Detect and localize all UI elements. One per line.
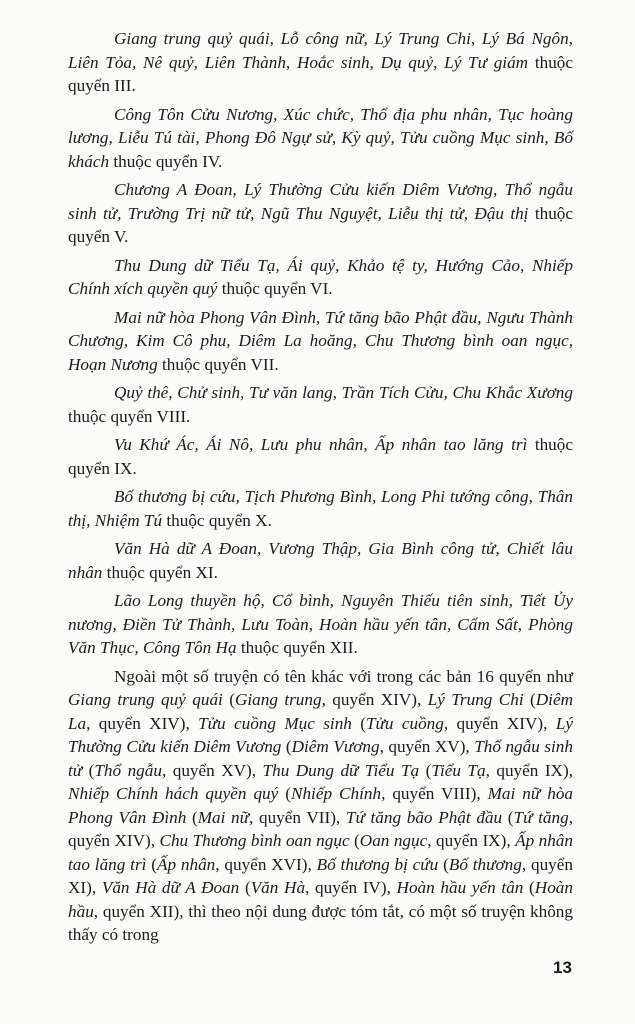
text-run: thuộc quyển VIII. [68,406,191,426]
text-run: ( [419,760,432,780]
story-title: Ấp nhân tao lăng trì [68,831,573,874]
story-title: Văn Hà dữ A Đoan, Vương Thập, Gia Bình công tử, Chiết lâu nhân [68,539,573,582]
story-title: Giang trung quỷ quái [68,690,223,709]
story-title: Văn Hà [250,878,306,897]
text-run: thuộc quyển VII. [157,354,279,374]
text-run: ( [239,878,251,897]
story-title: Diêm La [68,690,573,733]
story-title: Nhiếp Chính hách quyền quý [68,784,279,803]
text-run: , quyển IX), [485,760,573,780]
text-run: , quyển XIV), [68,807,573,850]
text-run: thuộc quyển XII. [236,638,358,657]
story-title: Giang trung [234,690,322,709]
text-run: thuộc quyển IX. [68,435,573,478]
text-run: , quyển XII), thì theo nội dung được tóm tắt, có một số truyện không thấy có trong [68,901,573,944]
text-run: ( [523,690,536,709]
paragraph [68,381,573,428]
paragraph [68,485,573,532]
text-run: Ngoài một số truyện có tên khác với trong các bản 16 quyển như [114,666,573,686]
story-title: Chương A Đoan, Lý Thường Cửu kiến Diêm Vương, Thổ ngẫu sinh tử, Trường Trị nữ tử, Ngũ Thu Nguyệt, Liễu thị tử, Đậu thị [68,180,573,223]
text-run: thuộc quyển XI. [102,562,218,582]
story-title: Công Tôn Cửu Nương, Xúc chức, Thổ địa phu nhân, Tục hoàng lương, Liễu Tú tài, Phong Đô Ngự sử, Kỳ quỷ, Tửu cuồng Mục sinh, Bố khách [68,104,573,171]
page-number: 13 [553,958,572,977]
story-title: Tứ tăng bão Phật đầu [345,807,503,827]
story-title: Ấp nhân [156,854,216,874]
story-title: Nhiếp Chính [291,784,382,803]
text-run: , quyển XVI), [215,854,317,874]
story-title: Thổ ngẫu sinh tử [68,737,573,780]
story-title: Bố thương bị cứu [316,854,439,874]
text-run: thuộc quyển V. [68,203,574,246]
story-title: Oan ngục [359,831,428,850]
paragraph [68,306,573,377]
paragraph [68,589,573,660]
story-title: Lý Thường Cửu kiến Diêm Vương [68,713,573,756]
text-run: ( [146,854,157,874]
text-run: thuộc quyển VI. [217,279,333,298]
story-title: Tiểu Tạ [431,760,486,780]
paragraph [68,537,573,584]
text-run: , quyển VIII), [381,784,488,803]
text-run: ( [222,690,235,709]
story-title: Văn Hà dữ A Đoan [101,878,240,897]
story-title: Mai nữ hòa Phong Vân Đình [68,784,574,827]
story-title: Hoàn hầu yến tân [396,878,524,897]
paragraph [68,665,573,947]
text-run: , quyển XI), [68,854,574,897]
paragraph [68,433,573,480]
text-run: ( [186,807,198,827]
story-title: Chu Thương bình oan ngục [159,831,350,850]
paragraph [68,178,573,249]
text-run: ( [502,807,514,827]
text-run: ( [438,854,449,874]
story-title: Quỷ thê, Chử sinh, Tư văn lang, Trần Tích Cửu, Chu Khắc Xương [114,383,573,402]
text-run: , quyển IX), [427,831,516,850]
text-run: ( [523,878,535,897]
text-run: thuộc quyển X. [162,510,272,530]
story-title: Thu Dung dữ Tiểu Tạ, Ái quỷ, Khảo tệ ty, Hướng Cảo, Nhiếp Chính xích quyền quý [68,255,573,298]
story-title: Lão Long thuyền hộ, Cổ bình, Nguyên Thiếu tiên sinh, Tiết Ủy nương, Điền Tử Thành, Lưu Toàn, Hoàn hầu yến tân, Cấm Sất, Phòng Văn Thục, Công Tôn Hạ [68,591,573,657]
paragraph [68,254,573,301]
paragraph [68,103,573,174]
story-title: Vu Khứ Ác, Ái Nô, Lưu phu nhân, Ấp nhân tao lăng trì [114,435,528,454]
story-title: Hoàn hầu [68,878,573,921]
paragraph [68,27,573,98]
text-run: ( [82,760,95,780]
story-title: Thu Dung dữ Tiểu Tạ [262,760,420,780]
text-run: , quyển XV), [379,737,475,756]
text-run: ( [281,737,292,756]
story-title: Mai nữ hòa Phong Vân Đình, Tứ tăng bão Phật đầu, Ngưu Thành Chương, Kim Cô phu, Diêm La hoăng, Chu Thương bình oan ngục, Hoạn Nương [68,307,573,374]
text-run: , quyển VII), [249,807,346,827]
story-title: Tửu cuồng [365,713,444,733]
story-title: Mai nữ [197,807,250,827]
text-run: , quyển XIV), [86,713,199,733]
text-run: , quyển XIV), [321,690,428,709]
text-run: ( [349,831,360,850]
story-title: Bố thương bị cứu, Tịch Phương Bình, Long Phi tướng công, Thân thị, Nhiệm Tú [68,487,573,530]
text-run: thuộc quyển III. [68,52,574,95]
story-title: Giang trung quỷ quái, Lỗ công nữ, Lý Trung Chi, Lý Bá Ngôn, Liên Tỏa, Nê quỷ, Liên Thành, Hoắc sinh, Dụ quỷ, Lý Tư giám [68,29,573,72]
text-run: thuộc quyển IV. [109,151,223,171]
text-run: , quyển XV), [161,760,263,780]
story-title: Thổ ngẫu [94,760,162,780]
story-title: Tửu cuồng Mục sinh [198,713,352,733]
text-run: ( [351,713,366,733]
text-run: , quyển IV), [305,878,397,897]
page-body [68,27,573,952]
story-title: Diêm Vương [291,737,380,756]
text-run: ( [278,784,291,803]
story-title: Lý Trung Chi [427,690,524,709]
text-run: , quyển XIV), [443,713,556,733]
story-title: Bố thương [448,854,522,874]
story-title: Tứ tăng [513,807,569,827]
